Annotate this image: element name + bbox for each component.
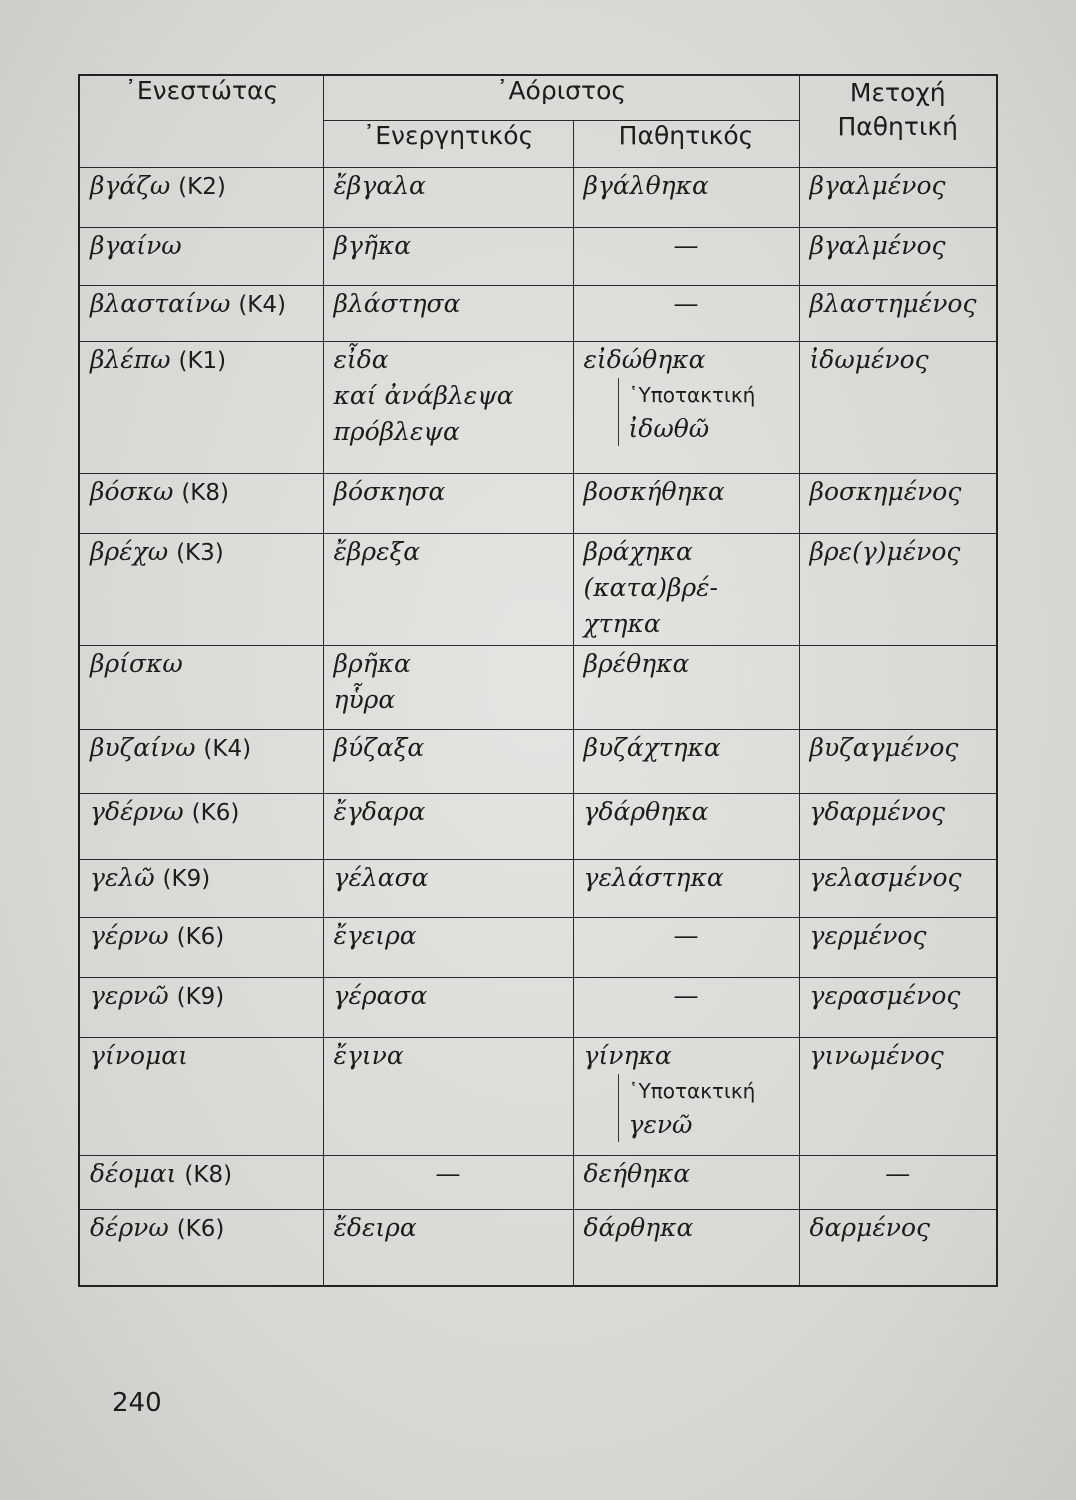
cell-participle [799,1210,997,1286]
active-form: πρόβλεψα [333,417,460,446]
conjugation-class: (Κ4) [203,736,252,762]
table-row [79,646,997,730]
cell-present [79,646,323,730]
participle-form: — [885,1159,911,1188]
table-row [79,342,997,474]
table-row [79,918,997,978]
cell-aorist-passive [573,1156,799,1210]
cell-participle [799,730,997,794]
table-row [79,228,997,286]
cell-present [79,534,323,646]
cell-participle [799,918,997,978]
cell-aorist-active [323,474,573,534]
participle-form: γινωμένος [809,1041,944,1070]
present-form: δέομαι [90,1159,177,1188]
cell-aorist-active [323,534,573,646]
active-form: ἔβγαλα [333,171,426,200]
cell-participle [799,1038,997,1156]
cell-present [79,474,323,534]
present-form: βρέχω [90,537,169,566]
active-form: βύζαξα [333,733,425,762]
cell-aorist-active [323,730,573,794]
cell-present [79,978,323,1038]
cell-present [79,342,323,474]
conjugation-class: (Κ3) [176,540,224,566]
cell-aorist-passive [573,978,799,1038]
active-form: βόσκησα [333,477,446,506]
conjugation-class: (Κ4) [238,292,286,318]
header-passive: Παθητικός [573,121,799,168]
cell-aorist-active [323,228,573,286]
passive-form: δεήθηκα [583,1159,691,1188]
table-row [79,1156,997,1210]
subjunctive-note [618,378,789,446]
passive-form: βοσκήθηκα [583,477,725,506]
present-form: βγάζω [90,171,171,200]
present-form: βόσκω [90,477,174,506]
present-form: δέρνω [90,1213,169,1242]
participle-form: γελασμένος [809,863,962,892]
cell-participle [799,286,997,342]
cell-participle [799,168,997,228]
header-participle-line2: Παθητική [837,112,958,141]
table-row [79,168,997,228]
cell-aorist-passive [573,1038,799,1156]
cell-present [79,860,323,918]
passive-form: γελάστηκα [583,863,724,892]
header-participle [799,75,997,168]
table-row [79,286,997,342]
header-aorist: ᾿Αόριστος [323,75,799,121]
cell-present [79,1210,323,1286]
cell-aorist-passive [573,1210,799,1286]
subjunctive-label: ῾Υποτακτική [628,1079,756,1103]
conjugation-class: (Κ6) [191,800,240,826]
subjunctive-form: γενῶ [628,1110,693,1139]
verb-conjugation-table [78,74,998,1287]
cell-present [79,1038,323,1156]
passive-form: — [673,231,699,260]
active-form: ἔβρεξα [333,537,421,566]
cell-present [79,286,323,342]
cell-participle [799,534,997,646]
passive-form: βράχηκα [583,537,693,566]
active-form: ἔγδαρα [333,797,426,826]
cell-present [79,168,323,228]
active-form: γέρασα [333,981,428,1010]
cell-aorist-active [323,978,573,1038]
cell-participle [799,860,997,918]
conjugation-class: (Κ1) [178,348,227,374]
present-form: γελῶ [90,863,155,892]
cell-aorist-passive [573,646,799,730]
table-row [79,860,997,918]
cell-aorist-active [323,286,573,342]
cell-present [79,228,323,286]
table-row [79,730,997,794]
active-form: γέλασα [333,863,429,892]
present-form: βρίσκω [90,649,183,678]
participle-form: ἰδωμένος [809,345,929,374]
table-body [79,168,997,1286]
active-form: ἔγινα [333,1041,404,1070]
header-present: ᾿Ενεστώτας [79,75,323,168]
cell-aorist-passive [573,474,799,534]
table-row [79,1210,997,1286]
present-form: γερνῶ [90,981,169,1010]
active-form: βγῆκα [333,231,412,260]
passive-form: δάρθηκα [583,1213,694,1242]
table-row [79,794,997,860]
cell-aorist-passive [573,918,799,978]
cell-participle [799,646,997,730]
present-form: γέρνω [90,921,169,950]
present-form: βλέπω [90,345,171,374]
conjugation-class: (Κ6) [176,1216,225,1242]
table-row [79,534,997,646]
subjunctive-label: ῾Υποτακτική [628,383,756,407]
passive-form: (κατα)βρέ- [583,573,719,602]
cell-present [79,730,323,794]
present-form: βγαίνω [90,231,182,260]
cell-participle [799,794,997,860]
cell-aorist-active [323,1210,573,1286]
participle-form: γερασμένος [809,981,961,1010]
cell-aorist-passive [573,860,799,918]
verb-table-container [78,74,996,1287]
cell-participle [799,978,997,1038]
cell-aorist-passive [573,730,799,794]
subjunctive-note [618,1074,789,1142]
table-row [79,1038,997,1156]
active-form: ἔδειρα [333,1213,417,1242]
header-participle-line1: Μετοχή [849,78,946,107]
conjugation-class: (Κ6) [176,924,225,950]
passive-form: γίνηκα [583,1041,672,1070]
participle-form: δαρμένος [809,1213,931,1242]
present-form: γίνομαι [90,1041,188,1070]
active-form: ηὗρα [333,685,396,714]
cell-aorist-active [323,646,573,730]
page-number: 240 [112,1388,162,1418]
passive-form: — [673,921,699,950]
cell-aorist-passive [573,534,799,646]
participle-form: βγαλμένος [809,231,946,260]
cell-aorist-active [323,918,573,978]
cell-participle [799,1156,997,1210]
cell-aorist-active [323,794,573,860]
passive-form: βγάλθηκα [583,171,709,200]
cell-aorist-passive [573,794,799,860]
active-form: βλάστησα [333,289,461,318]
participle-form: βοσκημένος [809,477,962,506]
participle-form: γερμένος [809,921,927,950]
cell-aorist-passive [573,286,799,342]
passive-form: — [673,981,699,1010]
cell-aorist-passive [573,228,799,286]
table-row [79,978,997,1038]
active-form: ἔγειρα [333,921,417,950]
cell-participle [799,228,997,286]
passive-form: εἰδώθηκα [583,345,706,374]
passive-form: — [673,289,699,318]
active-form: βρῆκα [333,649,411,678]
active-form: εἶδα [333,345,389,374]
present-form: γδέρνω [90,797,184,826]
cell-aorist-active [323,1038,573,1156]
header-active: ᾿Ενεργητικός [323,121,573,168]
table-row [79,474,997,534]
passive-form: βυζάχτηκα [583,733,721,762]
passive-form: βρέθηκα [583,649,690,678]
participle-form: βγαλμένος [809,171,946,200]
participle-form: γδαρμένος [809,797,945,826]
passive-form: γδάρθηκα [583,797,709,826]
conjugation-class: (Κ9) [176,984,225,1010]
cell-present [79,918,323,978]
conjugation-class: (Κ2) [178,174,226,200]
participle-form: βρε(γ)μένος [809,537,961,566]
active-form: — [435,1159,461,1188]
cell-present [79,794,323,860]
conjugation-class: (Κ8) [181,480,229,506]
cell-aorist-active [323,860,573,918]
passive-form: χτηκα [583,609,661,638]
cell-aorist-passive [573,168,799,228]
cell-aorist-active [323,1156,573,1210]
present-form: βλασταίνω [90,289,231,318]
participle-form: βυζαγμένος [809,733,959,762]
present-form: βυζαίνω [90,733,196,762]
active-form: καί ἀνάβλεψα [333,381,514,410]
conjugation-class: (Κ9) [162,866,211,892]
cell-participle [799,474,997,534]
cell-aorist-passive [573,342,799,474]
cell-present [79,1156,323,1210]
cell-participle [799,342,997,474]
participle-form: βλαστημένος [809,289,977,318]
conjugation-class: (Κ8) [184,1162,233,1188]
subjunctive-form: ἰδωθῶ [628,414,710,443]
cell-aorist-active [323,342,573,474]
cell-aorist-active [323,168,573,228]
